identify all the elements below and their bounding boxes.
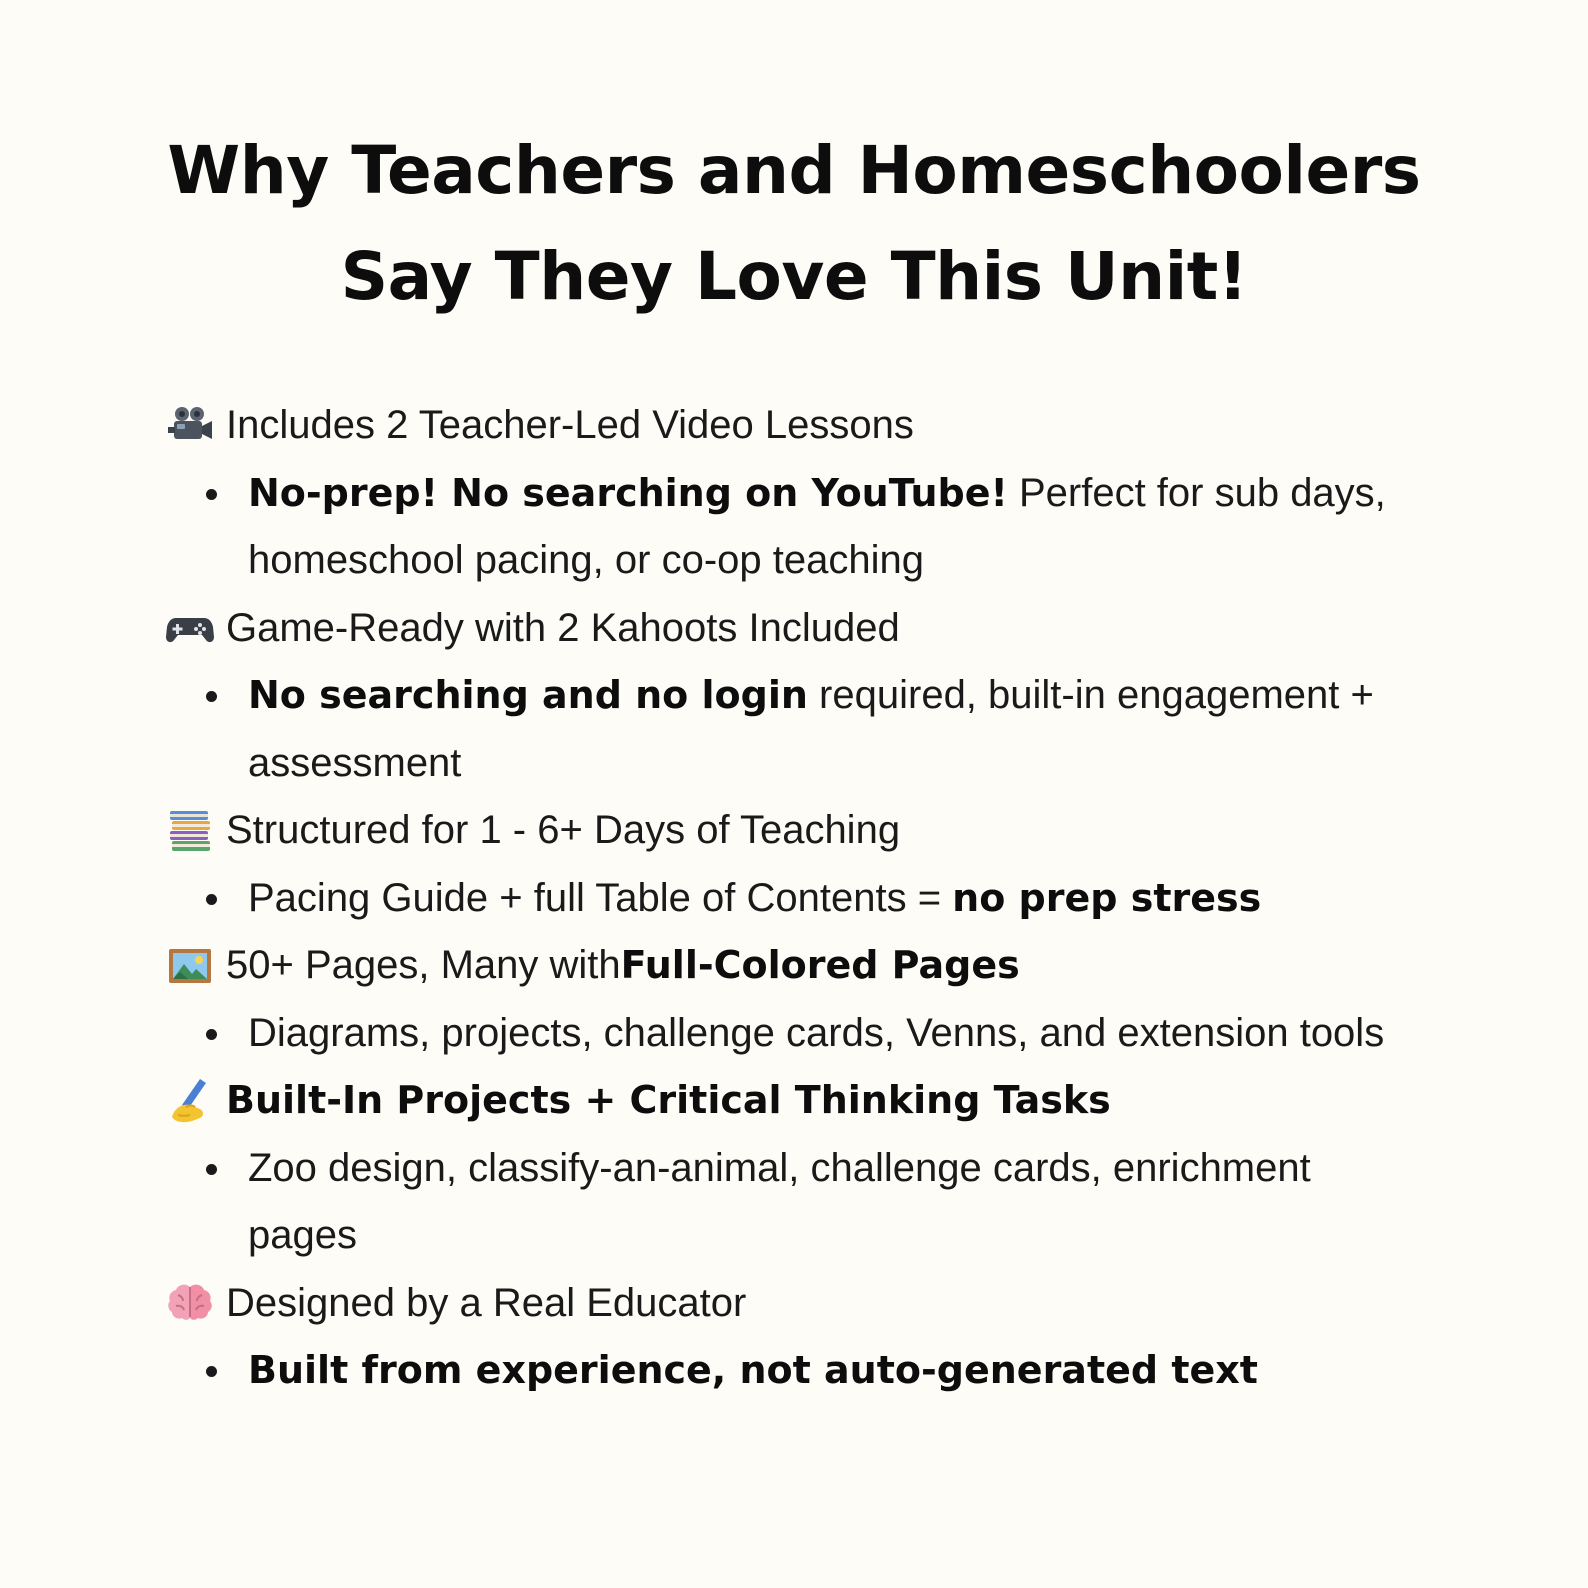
bullet-text (248, 1135, 1388, 1270)
framed-picture-icon (166, 942, 214, 990)
feature-heading (166, 392, 1426, 460)
writing-hand-icon (166, 1077, 214, 1125)
bullet-dot (202, 1000, 248, 1068)
feature-heading (166, 1067, 1426, 1135)
title-line-2: Say They Love This Unit! (340, 238, 1248, 315)
feature-heading-text: Game-Ready with 2 Kahoots Included (226, 605, 900, 650)
feature-bullet (202, 865, 1426, 933)
feature-list (166, 392, 1426, 1405)
feature-heading-text: Designed by a Real Educator (226, 1280, 747, 1325)
bullet-bold-text: No searching and no login (248, 673, 808, 717)
feature-heading (166, 595, 1426, 663)
feature-bullet (202, 1337, 1426, 1405)
feature-days-of-teaching (166, 797, 1426, 932)
bullet-text (248, 1000, 1388, 1068)
bullet-plain-text: Diagrams, projects, challenge cards, Venns, and extension tools (248, 1010, 1385, 1055)
books-icon (166, 807, 214, 855)
brain-icon (166, 1279, 214, 1327)
movie-camera-icon (166, 402, 214, 450)
feature-heading (166, 932, 1426, 1000)
bullet-dot (202, 662, 248, 730)
feature-heading-text: Structured for 1 - 6+ Days of Teaching (226, 808, 901, 852)
feature-heading (166, 1270, 1426, 1338)
bullet-bold-text: no prep stress (952, 875, 1262, 920)
feature-heading (166, 797, 1426, 865)
feature-bullet (202, 460, 1426, 595)
bullet-bold-text: Built from experience, not auto-generated text (248, 1348, 1258, 1392)
feature-video-lessons (166, 392, 1426, 595)
bullet-plain-text: Pacing Guide + full Table of Contents = (248, 875, 953, 920)
feature-heading-text: Includes 2 Teacher-Led Video Lessons (226, 403, 914, 447)
bullet-dot (202, 1337, 248, 1405)
feature-pages (166, 932, 1426, 1067)
bullet-plain-text: Perfect for sub days, homeschool pacing, or co-op teaching (248, 470, 1386, 582)
title-line-1: Why Teachers and Homeschoolers (167, 132, 1421, 209)
bullet-dot (202, 865, 248, 933)
bullet-text (248, 460, 1388, 595)
feature-heading-bold: Full-Colored Pages (620, 943, 1020, 987)
feature-heading-text: 50+ Pages, Many with (226, 943, 621, 987)
bullet-dot (202, 460, 248, 528)
bullet-plain-text: Zoo design, classify-an-animal, challenge cards, enrichment pages (248, 1145, 1311, 1257)
feature-projects (166, 1067, 1426, 1270)
bullet-text (248, 865, 1388, 933)
feature-educator (166, 1270, 1426, 1405)
bullet-text (248, 1337, 1388, 1405)
feature-heading-bold: Built-In Projects + Critical Thinking Tasks (226, 1078, 1111, 1122)
feature-bullet (202, 1135, 1426, 1270)
bullet-plain-text: required, built-in engagement + assessment (248, 673, 1374, 785)
page-title (0, 118, 1588, 330)
feature-bullet (202, 662, 1426, 797)
bullet-text (248, 662, 1388, 797)
feature-bullet (202, 1000, 1426, 1068)
feature-kahoots (166, 595, 1426, 798)
bullet-bold-text: No-prep! No searching on YouTube! (248, 470, 1008, 515)
game-controller-icon (166, 604, 214, 652)
bullet-dot (202, 1135, 248, 1203)
